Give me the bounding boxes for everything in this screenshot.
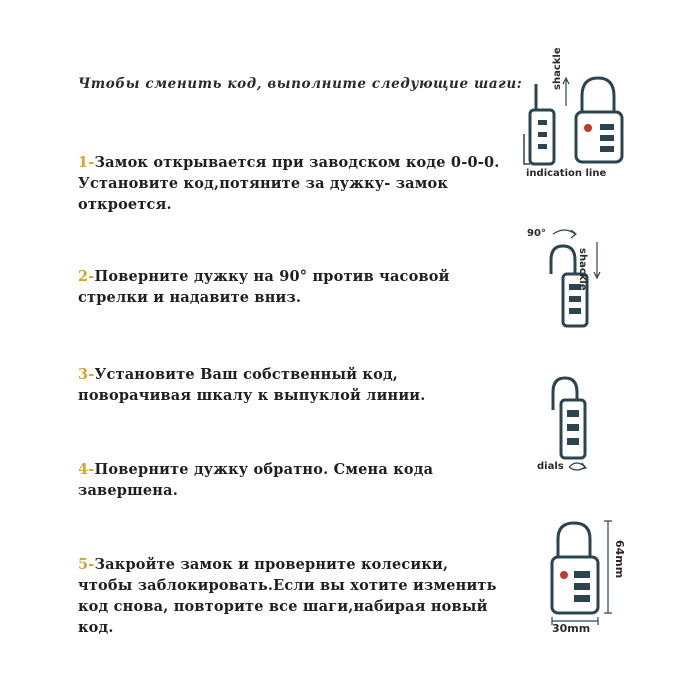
step-line: код. [78, 619, 114, 636]
step-line: Установите код,потяните за дужку- замок [78, 175, 449, 192]
step-2 [78, 266, 518, 308]
dials-label: dials [537, 461, 564, 472]
instructions-heading: Чтобы сменить код, выполните следующие шаги: [78, 76, 523, 92]
step-number: 4- [78, 461, 95, 478]
height-label: 64mm [613, 540, 626, 579]
dials-arrow-icon [565, 459, 591, 475]
shackle-label-1: shackle [552, 47, 563, 90]
step-line: Поверните дужку на 90° против часовой [94, 268, 450, 285]
step-line: Закройте замок и проверните колесики, [94, 556, 449, 573]
step-5 [78, 554, 518, 638]
angle-label: 90° [527, 228, 546, 239]
step-line: Замок открывается при заводском коде 0-0-0. [94, 154, 500, 171]
width-label: 30mm [552, 622, 591, 635]
step-line: поворачивая шкалу к выпуклой линии. [78, 387, 426, 404]
step-line: чтобы заблокировать.Если вы хотите изменить [78, 577, 497, 594]
step-line: код снова, повторите все шаги,набирая новый [78, 598, 488, 615]
step-number: 5- [78, 556, 95, 573]
step-number: 2- [78, 268, 95, 285]
step-1 [78, 152, 518, 215]
step-line: стрелки и надавите вниз. [78, 289, 302, 306]
step-number: 3- [78, 366, 95, 383]
step-line: Поверните дужку обратно. Смена кода [94, 461, 434, 478]
step-number: 1- [78, 154, 95, 171]
step-3 [78, 364, 518, 406]
lock-diagram-1 [520, 72, 630, 182]
step-line: Установите Ваш собственный код, [94, 366, 399, 383]
step-4 [78, 459, 518, 501]
shackle-label-2: shackle [577, 248, 588, 291]
step-line: откроется. [78, 196, 172, 213]
indication-line-label: indication line [526, 168, 607, 179]
step-line: завершена. [78, 482, 178, 499]
